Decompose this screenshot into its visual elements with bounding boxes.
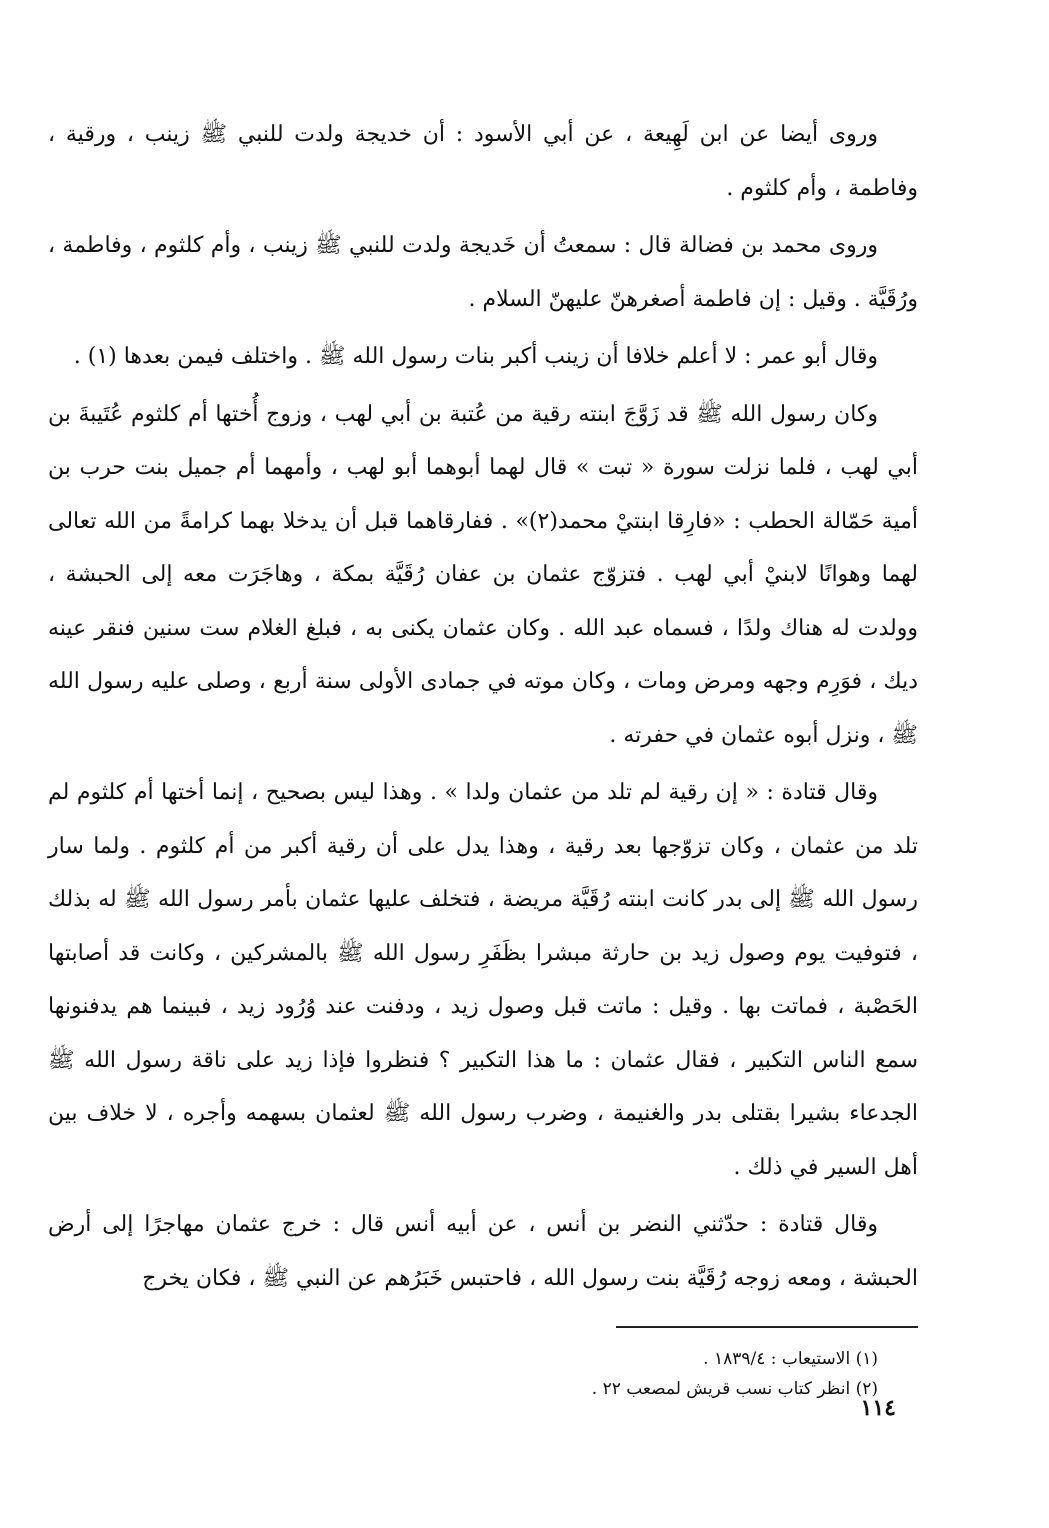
paragraph-2: وروى محمد بن فضالة قال : سمعتُ أن خَديجة ولدت للنبي ﷺ زينب ، وأم كلثوم ، وفاطمة ، ورُقَيَّة . وقيل : إن فاطمة أصغرهنّ عليهنّ السلام . (48, 233, 918, 312)
footnote-divider (616, 1326, 918, 1328)
footnote-2: (٢) انظر كتاب نسب قريش لمصعب ٢٢ . (591, 1379, 878, 1399)
footnotes (560, 1344, 878, 1404)
paragraph-3: وقال أبو عمر : لا أعلم خلافا أن زينب أكبر بنات رسول الله ﷺ . واختلف فيمن بعدها (١) . (73, 344, 878, 369)
paragraph-1: وروى أيضا عن ابن لَهِيعة ، عن أبي الأسود : أن خديجة ولدت للنبي ﷺ زينب ، ورقية ، وفاطمة ، وأم كلثوم . (48, 122, 918, 201)
paragraph-6: وقال قتادة : حدّثني النضر بن أنس ، عن أبيه أنس قال : خرج عثمان مهاجرًا إلى أرض الحبشة ، ومعه زوجه رُقَيَّة بنت رسول الله ، فاحتبس خَبَرُهم عن النبي ﷺ ، فكان يخرج (48, 1212, 918, 1291)
paragraph-5: وقال قتادة : « إن رقية لم تلد من عثمان ولدا » . وهذا ليس بصحيح ، إنما أختها أم كلثوم لم تلد من عثمان ، وكان تزوّجها بعد رقية ، وهذا يدل على أن رقية أكبر من أم كلثوم . ولما سار رسول الله ﷺ إلى بدر كانت ابنته رُقَيَّة مريضة ، فتخلف عليها عثمان بأمر رسول الله ﷺ له بذلك ، فتوفيت يوم وصول زيد بن حارثة مبشرا بظَفَرِ رسول الله ﷺ بالمشركين ، وكانت قد أصابتها الحَصْبة ، فماتت بها . وقيل : ماتت قبل وصول زيد ، ودفنت عند وُرُود زيد ، فبينما هم يدفنونها سمع الناس التكبير ، فقال عثمان : ما هذا التكبير ؟ فنظروا فإذا زيد على ناقة رسول الله ﷺ الجدعاء بشيرا بقتلى بدر والغنيمة ، وضرب رسول الله ﷺ لعثمان بسهمه وأجره ، لا خلاف بين أهل السير في ذلك . (48, 780, 918, 1180)
footnote-1: (١) الاستيعاب : ١٨٣٩/٤ . (703, 1349, 878, 1369)
paragraph-4: وكان رسول الله ﷺ قد زَوَّجَ ابنته رقية من عُتبة بن أبي لهب ، وزوج أُختها أم كلثوم عُتَيبةَ بن أبي لهب ، فلما نزلت سورة « تبت » قال لهما أبوهما أبو لهب ، وأمهما أم جميل بنت حرب بن أمية حَمّالة الحطب : «فارِقا ابنتيْ محمد(٢)» . ففارقاهما قبل أن يدخلا بهما كرامةً من الله تعالى لهما وهوانًا لابنيْ أبي لهب . فتزوّج عثمان بن عفان رُقَيَّة بمكة ، وهاجَرَت معه إلى الحبشة ، وولدت له هناك ولدًا ، فسماه عبد الله . وكان عثمان يكنى به ، فبلغ الغلام ست سنين فنقر عينه ديك ، فوَرِم وجهه ومرض ومات ، وكان موته في جمادى الأولى سنة أربع ، وصلى عليه رسول الله ﷺ ، ونزل أبوه عثمان في حفرته . (48, 401, 918, 748)
main-text (48, 108, 918, 1309)
page-number: ١١٤ (860, 1395, 896, 1421)
